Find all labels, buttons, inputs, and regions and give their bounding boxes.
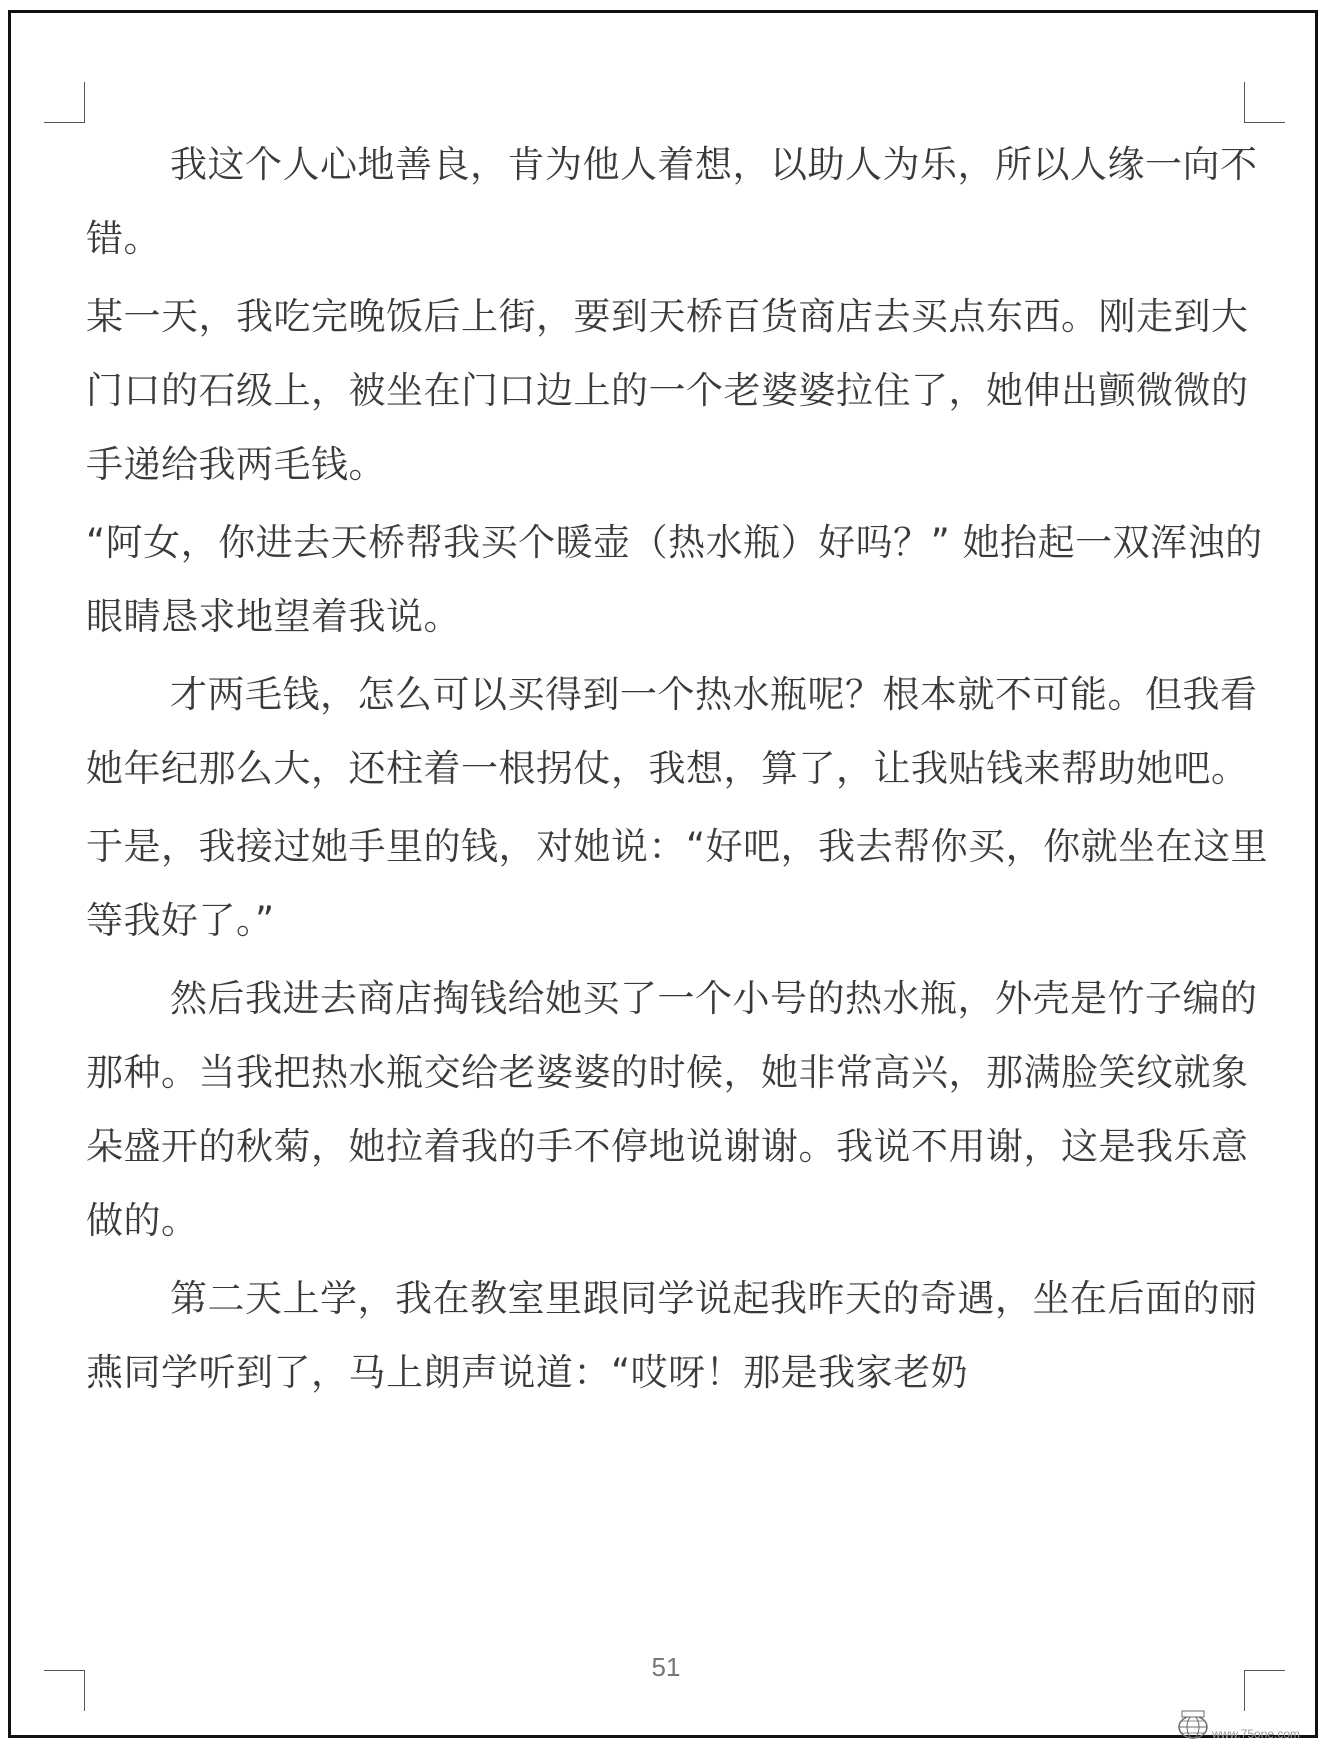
globe-logo-icon: [1176, 1710, 1210, 1740]
crop-mark-top-right: [1244, 82, 1285, 123]
crop-mark-top-left: [44, 82, 85, 123]
paragraph: 然后我进去商店掏钱给她买了一个小号的热水瓶，外壳是竹子编的那种。当我把热水瓶交给老婆婆的时候，她非常高兴，那满脸笑纹就象朵盛开的秋菊，她拉着我的手不停地说谢谢。我说不用谢，这是我乐意做的。: [86, 977, 1258, 1242]
paragraph: 第二天上学，我在教室里跟同学说起我昨天的奇遇，坐在后面的丽燕同学听到了，马上朗声说道：“哎呀！那是我家老奶: [86, 1277, 1258, 1394]
watermark-text: www.75one.com: [1212, 1727, 1301, 1741]
body-text: [86, 128, 1276, 1414]
paragraph: 我这个人心地善良，肯为他人着想，以助人为乐，所以人缘一向不错。: [86, 143, 1258, 260]
paragraph: 于是，我接过她手里的钱，对她说：“好吧，我去帮你买，你就坐在这里等我好了。”: [86, 825, 1269, 942]
watermark: [1176, 1710, 1326, 1742]
paragraph: “阿女，你进去天桥帮我买个暖壶（热水瓶）好吗？” 她抬起一双浑浊的眼睛恳求地望着我说。: [86, 521, 1263, 638]
page-number: 51: [651, 1652, 681, 1682]
paragraph: 某一天，我吃完晚饭后上街，要到天桥百货商店去买点东西。刚走到大门口的石级上，被坐在门口边上的一个老婆婆拉住了，她伸出颤微微的手递给我两毛钱。: [86, 295, 1249, 486]
paragraph: 才两毛钱，怎么可以买得到一个热水瓶呢？根本就不可能。但我看她年纪那么大，还柱着一根拐仗，我想，算了，让我贴钱来帮助她吧。: [86, 673, 1258, 790]
